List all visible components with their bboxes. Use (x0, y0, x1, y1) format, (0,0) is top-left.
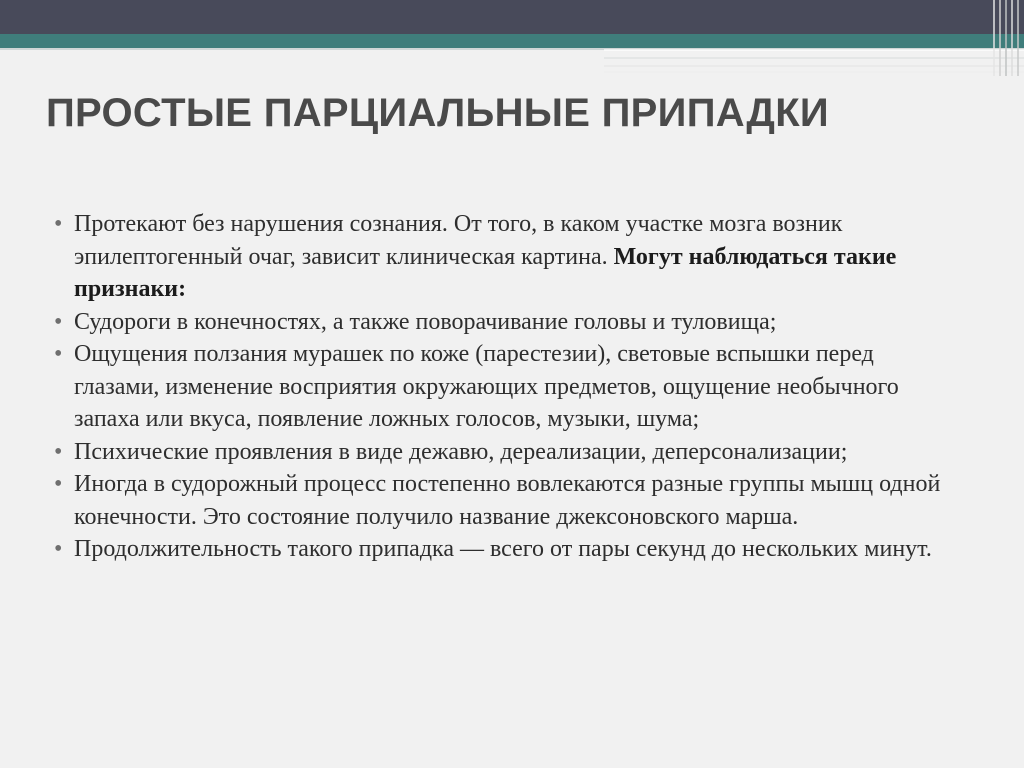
header-dark-band (0, 0, 1024, 34)
bullet-marker: • (54, 471, 63, 497)
bullet-list (54, 208, 954, 566)
bullet-marker: • (54, 341, 63, 367)
bullet-text: Судороги в конечностях, а также поворачивание головы и туловища; (74, 308, 777, 335)
bullet-marker: • (54, 438, 63, 465)
bullet-marker: • (54, 536, 63, 562)
bullet-text: Ощущения ползания мурашек по коже (парестезии), световые вспышки перед глазами, изменение восприятия окружающих предметов, ощущение необычного запаха или вкуса, появление ложных голосов, музыки, шума; (74, 341, 899, 432)
decorative-lines (604, 44, 1024, 74)
decorative-vertical-lines (990, 0, 1024, 76)
bullet-item (54, 468, 954, 533)
bullet-text: Продолжительность такого припадка — всего от пары секунд до нескольких минут. (74, 536, 932, 562)
bullet-item (54, 533, 954, 566)
slide-title: ПРОСТЫЕ ПАРЦИАЛЬНЫЕ ПРИПАДКИ (46, 91, 829, 135)
bullet-marker: • (54, 308, 63, 335)
bullet-item (54, 338, 954, 436)
bullet-text: Протекают без нарушения сознания. От того, в каком участке мозга возник эпилептогенный очаг, зависит клиническая картина. (74, 211, 843, 270)
bullet-marker: • (54, 211, 63, 237)
bullet-item (54, 436, 954, 469)
bullet-text: Психические проявления в виде дежавю, дереализации, деперсонализации; (74, 438, 848, 465)
bullet-item (54, 306, 954, 339)
bullet-text: Иногда в судорожный процесс постепенно вовлекаются разные группы мышц одной конечности. Это состояние получило название джексоновского марша. (74, 471, 941, 530)
bullet-bold-text: Могут наблюдаться такие признаки: (74, 243, 897, 302)
bullet-item (54, 208, 954, 306)
